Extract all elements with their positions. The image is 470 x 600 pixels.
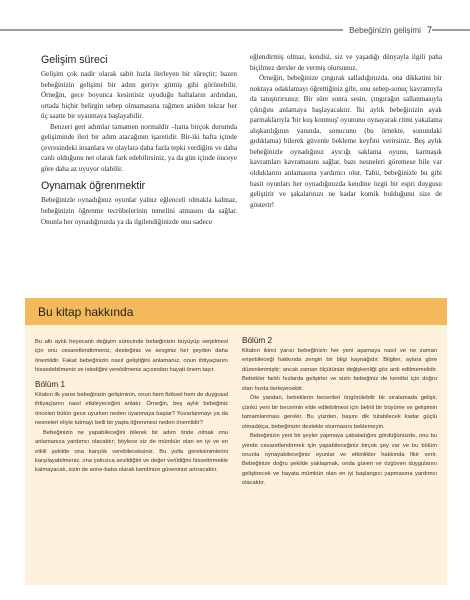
page-number: 7 [426, 25, 432, 35]
paragraph: Örneğin, bebeğinize çıngırak salladığınızda, ona dikkatini bir noktaya odaklamayı öğrettiğiniz gibi, onu sebep-sonuç kavramıyla da tanıştırırsınız: Bir süre sonra sesin, çıngırağın sallanmasıyla çıktığını anlamaya başlayacaktır. İki aylık bebeğinizin ayak parmaklarıyla 'bir kuş konmuş' oyununu oynayarak ritmi yakalama alışkanlığının yanında, sonucunu (bu örnekte, sonundaki gıdıklama) bilerek güvenle bekleme keyfini verirsiniz. Beş aylık bebeğinizle oynadığınız ayıcığı saklama oyunu, karmaşık kavramları kavramasını sağlar, bazı nesneleri göremese bile var olduklarını anlamasına yardımcı olur. Tabii, bebeğinizle bu gibi basit oyunları her oynadığınızda kendine özgü bir espri duygusu geliştirir ve şakalarınızı ne kadar komik bulduğunu size de gösterir! [250, 74, 442, 209]
right-column [250, 52, 442, 210]
paragraph: Kitabın ilk yarısı bebeğinizin gelişiminin, onun hem fiziksel hem de duygusal ihtiyaçlarını nasıl etkileyeceğini anlatır. Örneğin, beş aylık bebeğiniz önceleri bütün gece uyurken neden uyanmaya başlar? Yuvarlanmayı ya da nesneleri eliyle tutmayı belli bir yaşta öğrenmesi neden önemlidir? [35, 391, 228, 427]
paragraph: Bebeğinizin ne yapabileceğini bilerek bir adım önde olmak onu anlamanıza yardımcı olacaktır; böylece siz de mümkün olan en iyi ve en etkili şekilde ona karşılık verebileceksiniz. Bu yolla gereksinimlerini karşılayabilmeniz, ona yalnızca sevildiğini ve değer verildiğini hissettirmekle kalmayacak, sizin de anne-baba olarak kendinize güveninizi artıracaktır. [35, 429, 228, 474]
paragraph: Bebeğinizin yeni bir şeyler yapmaya çabaladığını gördüğünüzde, onu bu yönde cesaretlendirmek için yapabileceğiniz birçok şey var ve bu bölüm onunla oynayabileceğiniz oyunlar ve etkinlikler hakkında fikir verir. Bebeğinize doğru şekilde yaklaşmak, onda güven ve özgüven duygularını geliştirecek ve hayata mümkün olan en iyi başlangıcı yapmasına yardımcı olacaktır. [242, 433, 437, 487]
about-book-box [25, 298, 447, 585]
about-book-header [25, 298, 447, 325]
running-header [343, 26, 432, 35]
paragraph: Bebeğinizle oynadığınız oyunlar yalnız eğlenceli olmakla kalmaz, bebeğinizin öğrenme tecrübelerinin temelini atmasını da sağlar. Onunla her oynadığınızda ya da ilgilendiğinizde onu sadece [41, 196, 237, 226]
about-book-title: Bu kitap hakkında [38, 304, 134, 319]
left-column [41, 54, 237, 227]
about-book-left-column [35, 338, 228, 476]
paragraph: Öte yandan, bebeklerin becerileri öngörülebilir bir sıralamada gelişir, çünkü yeni bir becerinin elde edilebilmesi için belirli bir büyüme ve gelişimin tamamlanması gerekir. Bu yüzden, başını dik tutabilecek kadar güçlü olmadıkça, bebeğinizin destekle oturmasını beklemeyin. [242, 395, 437, 430]
paragraph: Kitabın ikinci yarısı bebeğinizin her yeni aşamaya nasıl ve ne zaman erişebileceği hakkında zengin bir bilgi kaynağıdır. Bilgiler, aylara göre düzenlenmiştir; ancak zaman ölçütünün değişkenliği göz ardı edilmemelidir. Bebekler farklı hızlarda gelişirler ve sizin bebeğiniz de kendisi için doğru olan hızda ilerleyecektir. [242, 348, 437, 392]
about-book-intro: Bu altı aylık heyecanlı değişim sürecinde bebeğinizin büyüyüp serpilmesi için onu cesaretlendirmeniz, desteğiniz ve sevginiz her şeyden daha önemlidir. Fakat bebeğinizin nasıl geliştiğini anlamanız, onun ihtiyaçlarını hissedebilmeniz ve istediğini verebilmeniz açısından hayati önem taşır. [35, 339, 228, 374]
paragraph: Gelişim çok nadir olarak sabit hızla ilerleyen bir süreçtir; bazen bebeğinizin gelişimi bir adım geriye gitmiş gibi görünebilir. Örneğin, gece boyunca kesintisiz uyuduğu haftaların ardından, ortada hiçbir belirgin sebep olmamasına rağmen aniden tekrar her üç saatte bir uyanmaya başlayabilir. [41, 70, 237, 121]
part1-title: Bölüm 1 [35, 379, 66, 389]
section-title-development: Gelişim süreci [41, 54, 108, 66]
paragraph: Benzeri geri adımlar tamamen normaldir –hatta birçok durumda gelişiminde ileri bir adım atacağının işaretidir. Bir-iki hafta içinde çevresindeki insanlara ve olaylara daha fazla tepki verdiğini ve daha canlı olduğunu net olarak fark edebilirsiniz, ya da gün içinde önceye göre daha az uyuyor olabilir. [41, 122, 237, 173]
about-book-right-column [242, 336, 437, 489]
part2-title: Bölüm 2 [242, 336, 273, 345]
section-title-play: Oynamak öğrenmektir [41, 180, 146, 193]
paragraph: eğlendirmiş olmaz, kendisi, siz ve yaşadığı dünyayla ilgili paha biçilmez dersler de vermiş olursunuz. [250, 53, 442, 72]
running-title: Bebeğinizin gelişimi [349, 26, 421, 35]
